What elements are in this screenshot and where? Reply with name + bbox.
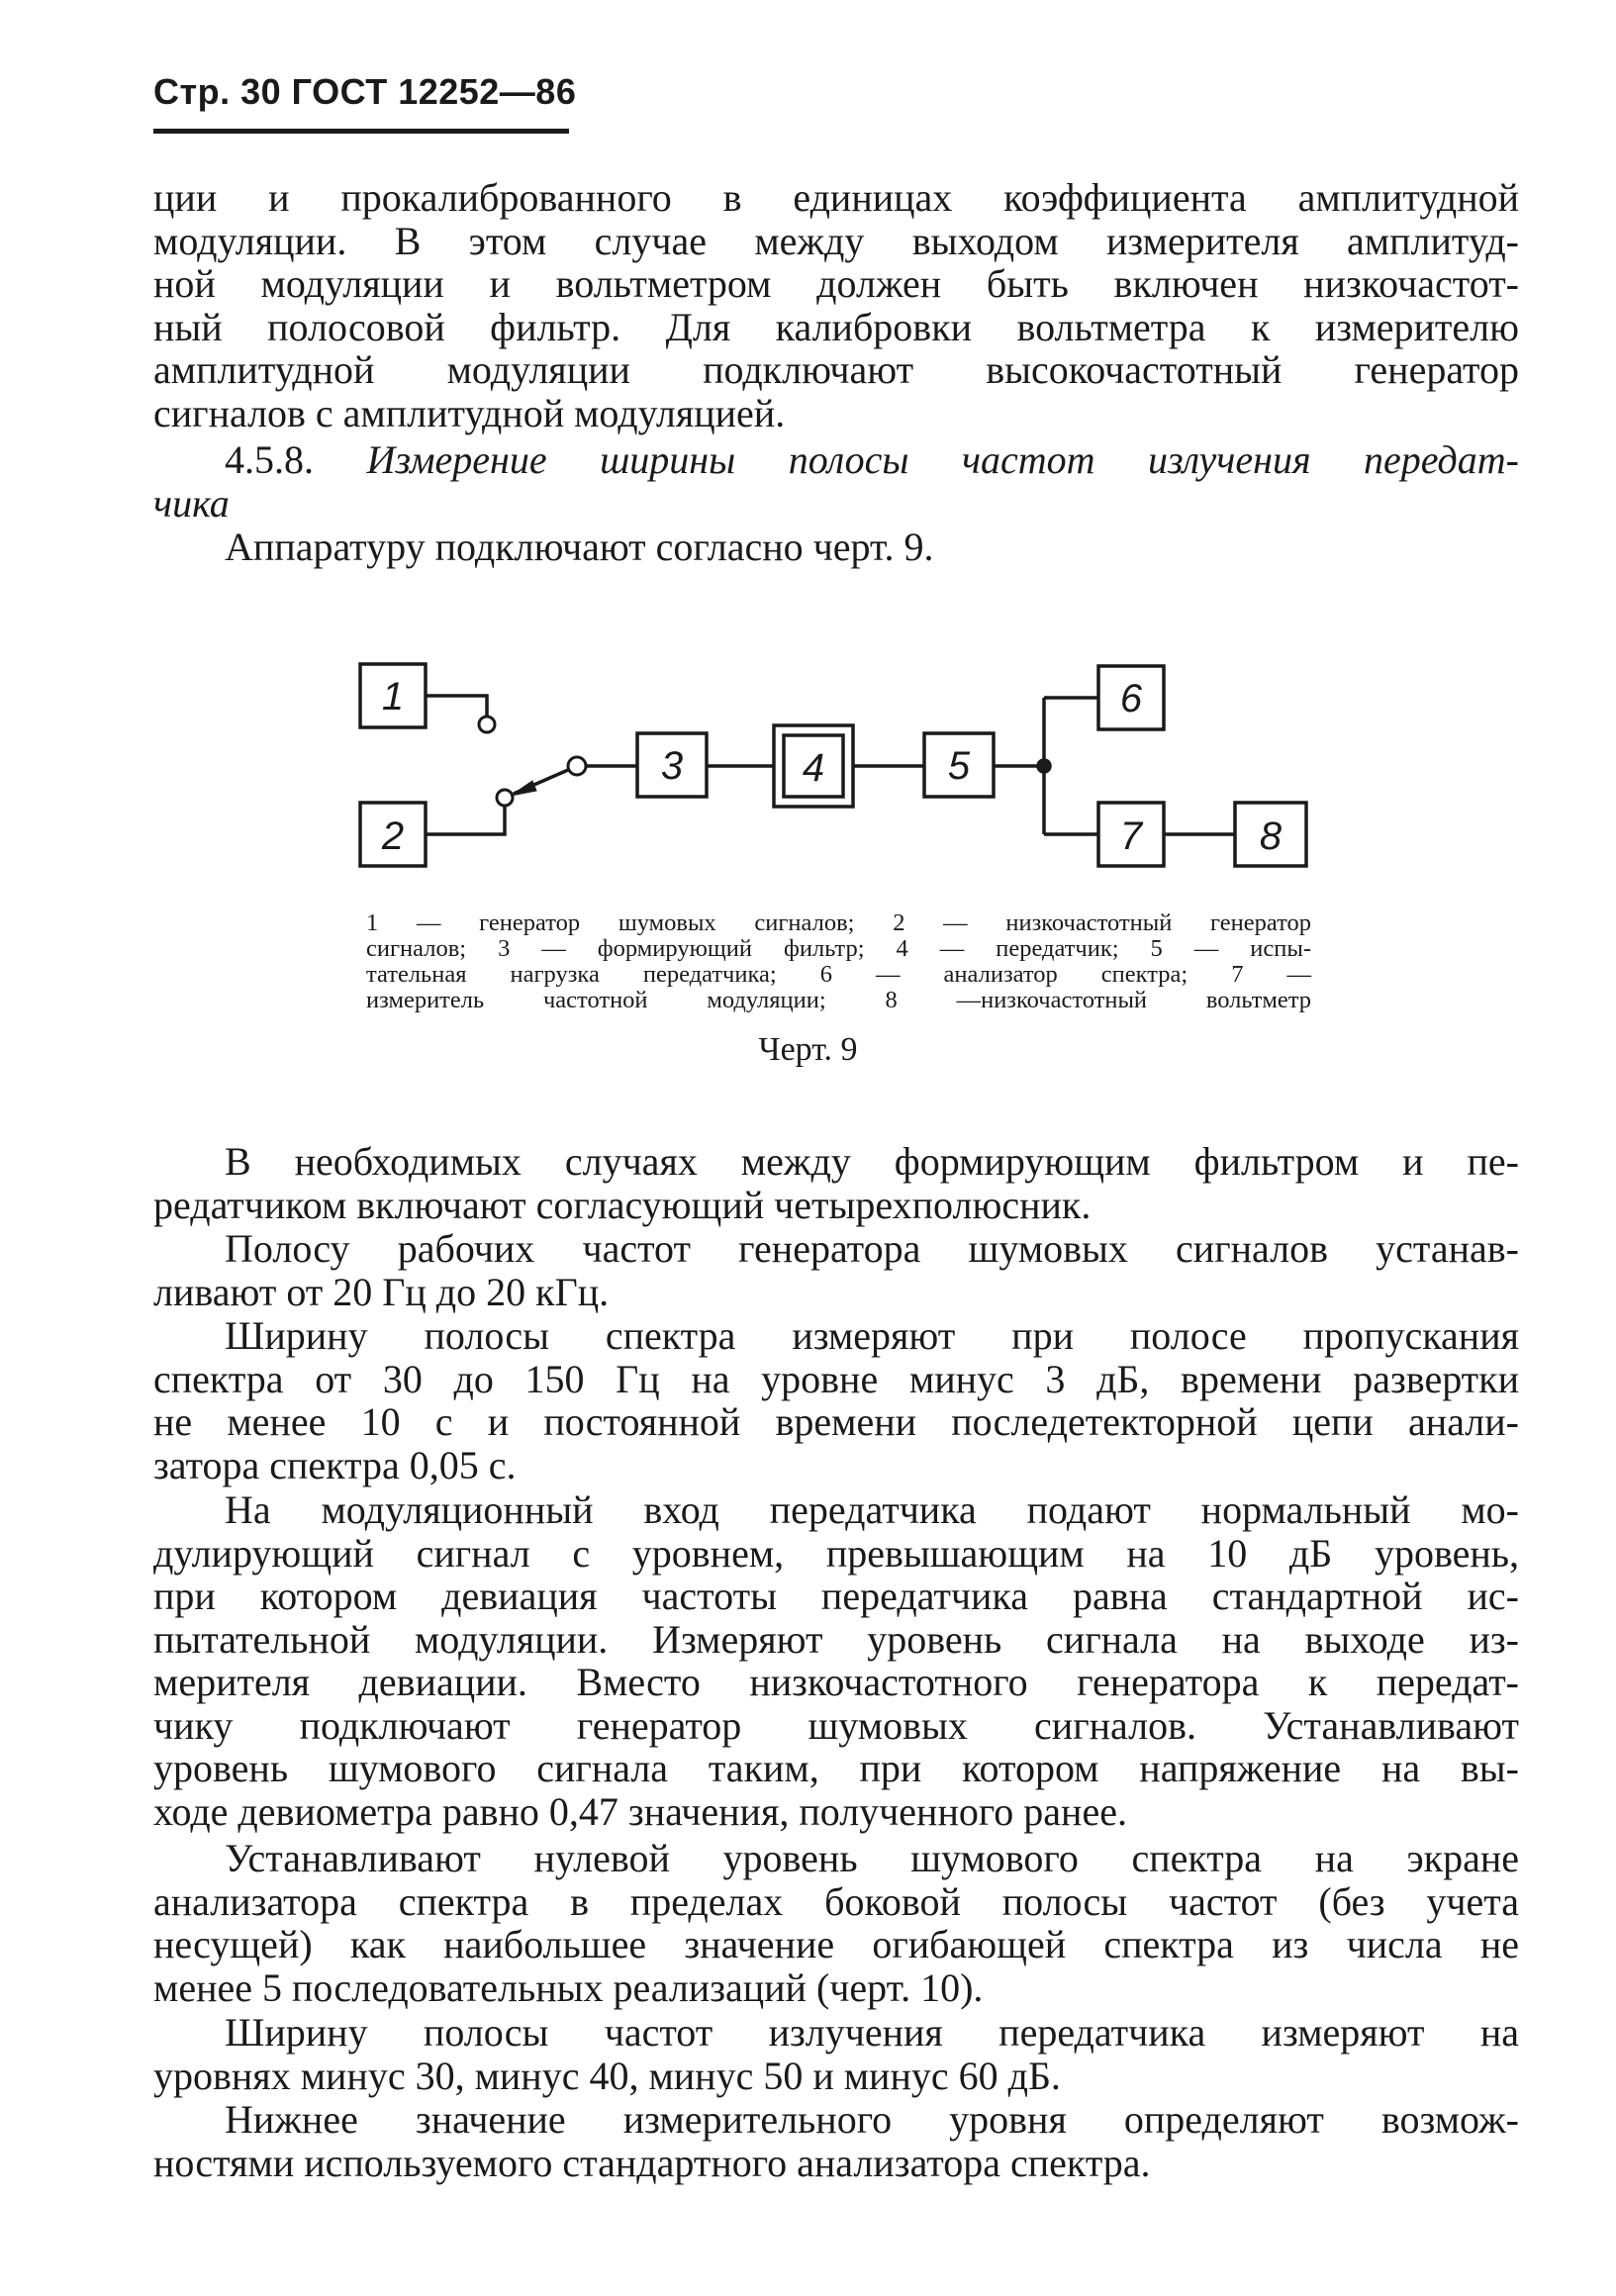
text-line: Полосу рабочих частот генератора шумовых сигналов устанав-	[225, 1226, 1519, 1271]
text-line: ностями используемого стандартного анализатора спектра.	[153, 2140, 1151, 2185]
paragraph	[153, 1837, 1519, 2009]
text-line: уровень шумового сигнала таким, при котором напряжение на вы-	[153, 1746, 1519, 1790]
paragraph	[153, 1227, 1519, 1313]
block-4	[774, 725, 853, 807]
section-title: Измерение ширины полосы частот излучения передат-	[366, 437, 1520, 482]
header-rule	[153, 129, 569, 134]
text-line: анализатора спектра в пределах боковой полосы частот (без учета	[153, 1878, 1519, 1924]
text-line: Нижнее значение измерительного уровня определяют возмож-	[225, 2097, 1519, 2142]
text-line: модуляции. В этом случае между выходом измерителя амплитуд-	[153, 218, 1519, 263]
legend-line: измеритель частотной модуляции; 8 —низкочастотный вольтметр	[366, 987, 1311, 1013]
text-line: ливают от 20 Гц до 20 кГц.	[153, 1269, 610, 1314]
running-head: Стр. 30 ГОСТ 12252—86	[153, 71, 577, 112]
block-6-label: 6	[1119, 677, 1143, 720]
block-2-label: 2	[381, 814, 405, 858]
block-3-label: 3	[660, 744, 684, 788]
paragraph	[153, 1488, 1519, 1833]
text-line: На модуляционный вход передатчика подают нормальный мо-	[225, 1487, 1519, 1532]
section-heading-line	[153, 438, 1519, 482]
top-paragraph	[153, 176, 1519, 434]
text-line: дулирующий сигнал с уровнем, превышающим на 10 дБ уровень,	[153, 1530, 1519, 1576]
text-line: уровнях минус 30, минус 40, минус 50 и минус 60 дБ.	[153, 2053, 1061, 2098]
block-diagram	[346, 658, 1326, 896]
block-3	[637, 733, 707, 797]
block-1	[360, 664, 426, 727]
block-5-label: 5	[947, 744, 971, 788]
text-line: пытательной модуляции. Измеряют уровень сигнала на выходе из-	[153, 1616, 1519, 1662]
text-line: не менее 10 с и постоянной времени последетекторной цепи анали-	[153, 1399, 1519, 1444]
block-4-label: 4	[802, 746, 825, 790]
text-line: сигналов с амплитудной модуляцией.	[153, 390, 786, 435]
text-line: Устанавливают нулевой уровень шумового спектра на экране	[225, 1836, 1519, 1880]
block-2	[360, 803, 426, 866]
legend-line: тательная нагрузка передатчика; 6 — анализатор спектра; 7 —	[366, 961, 1311, 988]
text-line: при котором девиация частоты передатчика равна стандартной ис-	[153, 1574, 1519, 1618]
block-8	[1235, 803, 1306, 866]
legend-line: сигналов; 3 — формирующий фильтр; 4 — передатчик; 5 — испы-	[366, 935, 1311, 962]
figure-caption: Черт. 9	[758, 1031, 858, 1068]
text-line: чику подключают генератор шумовых сигналов. Устанавливают	[153, 1702, 1519, 1748]
block-5	[924, 733, 994, 797]
block-8-label: 8	[1259, 814, 1283, 858]
text-line: ный полосовой фильтр. Для калибровки вольтметра к измерителю	[153, 304, 1519, 349]
text-line: мерителя девиации. Вместо низкочастотного генератора к передат-	[153, 1660, 1519, 1704]
text-line: несущей) как наибольшее значение огибающей спектра из числа не	[153, 1922, 1519, 1966]
text-line: В необходимых случаях между формирующим фильтром и пе-	[225, 1139, 1519, 1184]
text-line: редатчиком включают согласующий четырехполюсник.	[153, 1182, 1092, 1227]
text-line: Аппаратуру подключают согласно черт. 9.	[225, 525, 934, 569]
section-title-continued: чика	[153, 480, 230, 526]
paragraph	[153, 2098, 1519, 2184]
figure-legend	[366, 910, 1311, 1013]
text-line: спектра от 30 до 150 Гц на уровне минус 3 дБ, времени развертки	[153, 1356, 1519, 1401]
text-line: ной модуляции и вольтметром должен быть включен низкочастот-	[153, 261, 1519, 306]
connect-paragraph	[153, 526, 1519, 569]
section-number: 4.5.8.	[225, 437, 314, 482]
text-line: ходе девиометра равно 0,47 значения, полученного ранее.	[153, 1788, 1127, 1834]
text-line: менее 5 последовательных реализаций (черт. 10).	[153, 1964, 984, 2010]
text-line: ции и прокалиброванного в единицах коэффициента амплитудной	[153, 175, 1519, 220]
block-7-label: 7	[1119, 814, 1143, 858]
paragraph	[153, 1140, 1519, 1226]
text-line: затора спектра 0,05 с.	[153, 1442, 517, 1487]
text-line: амплитудной модуляции подключают высокочастотный генератор	[153, 347, 1519, 392]
paragraph	[153, 2011, 1519, 2097]
block-6	[1098, 666, 1164, 729]
legend-line: 1 — генератор шумовых сигналов; 2 — низкочастотный генератор	[366, 909, 1311, 936]
paragraph	[153, 1314, 1519, 1486]
switch	[426, 696, 637, 834]
block-7	[1098, 803, 1164, 866]
text-line: Ширину полосы частот излучения передатчика измеряют на	[225, 2010, 1519, 2055]
text-line: Ширину полосы спектра измеряют при полосе пропускания	[225, 1313, 1519, 1358]
block-1-label: 1	[381, 675, 405, 718]
section-heading	[153, 438, 1519, 525]
junction	[994, 698, 1098, 834]
